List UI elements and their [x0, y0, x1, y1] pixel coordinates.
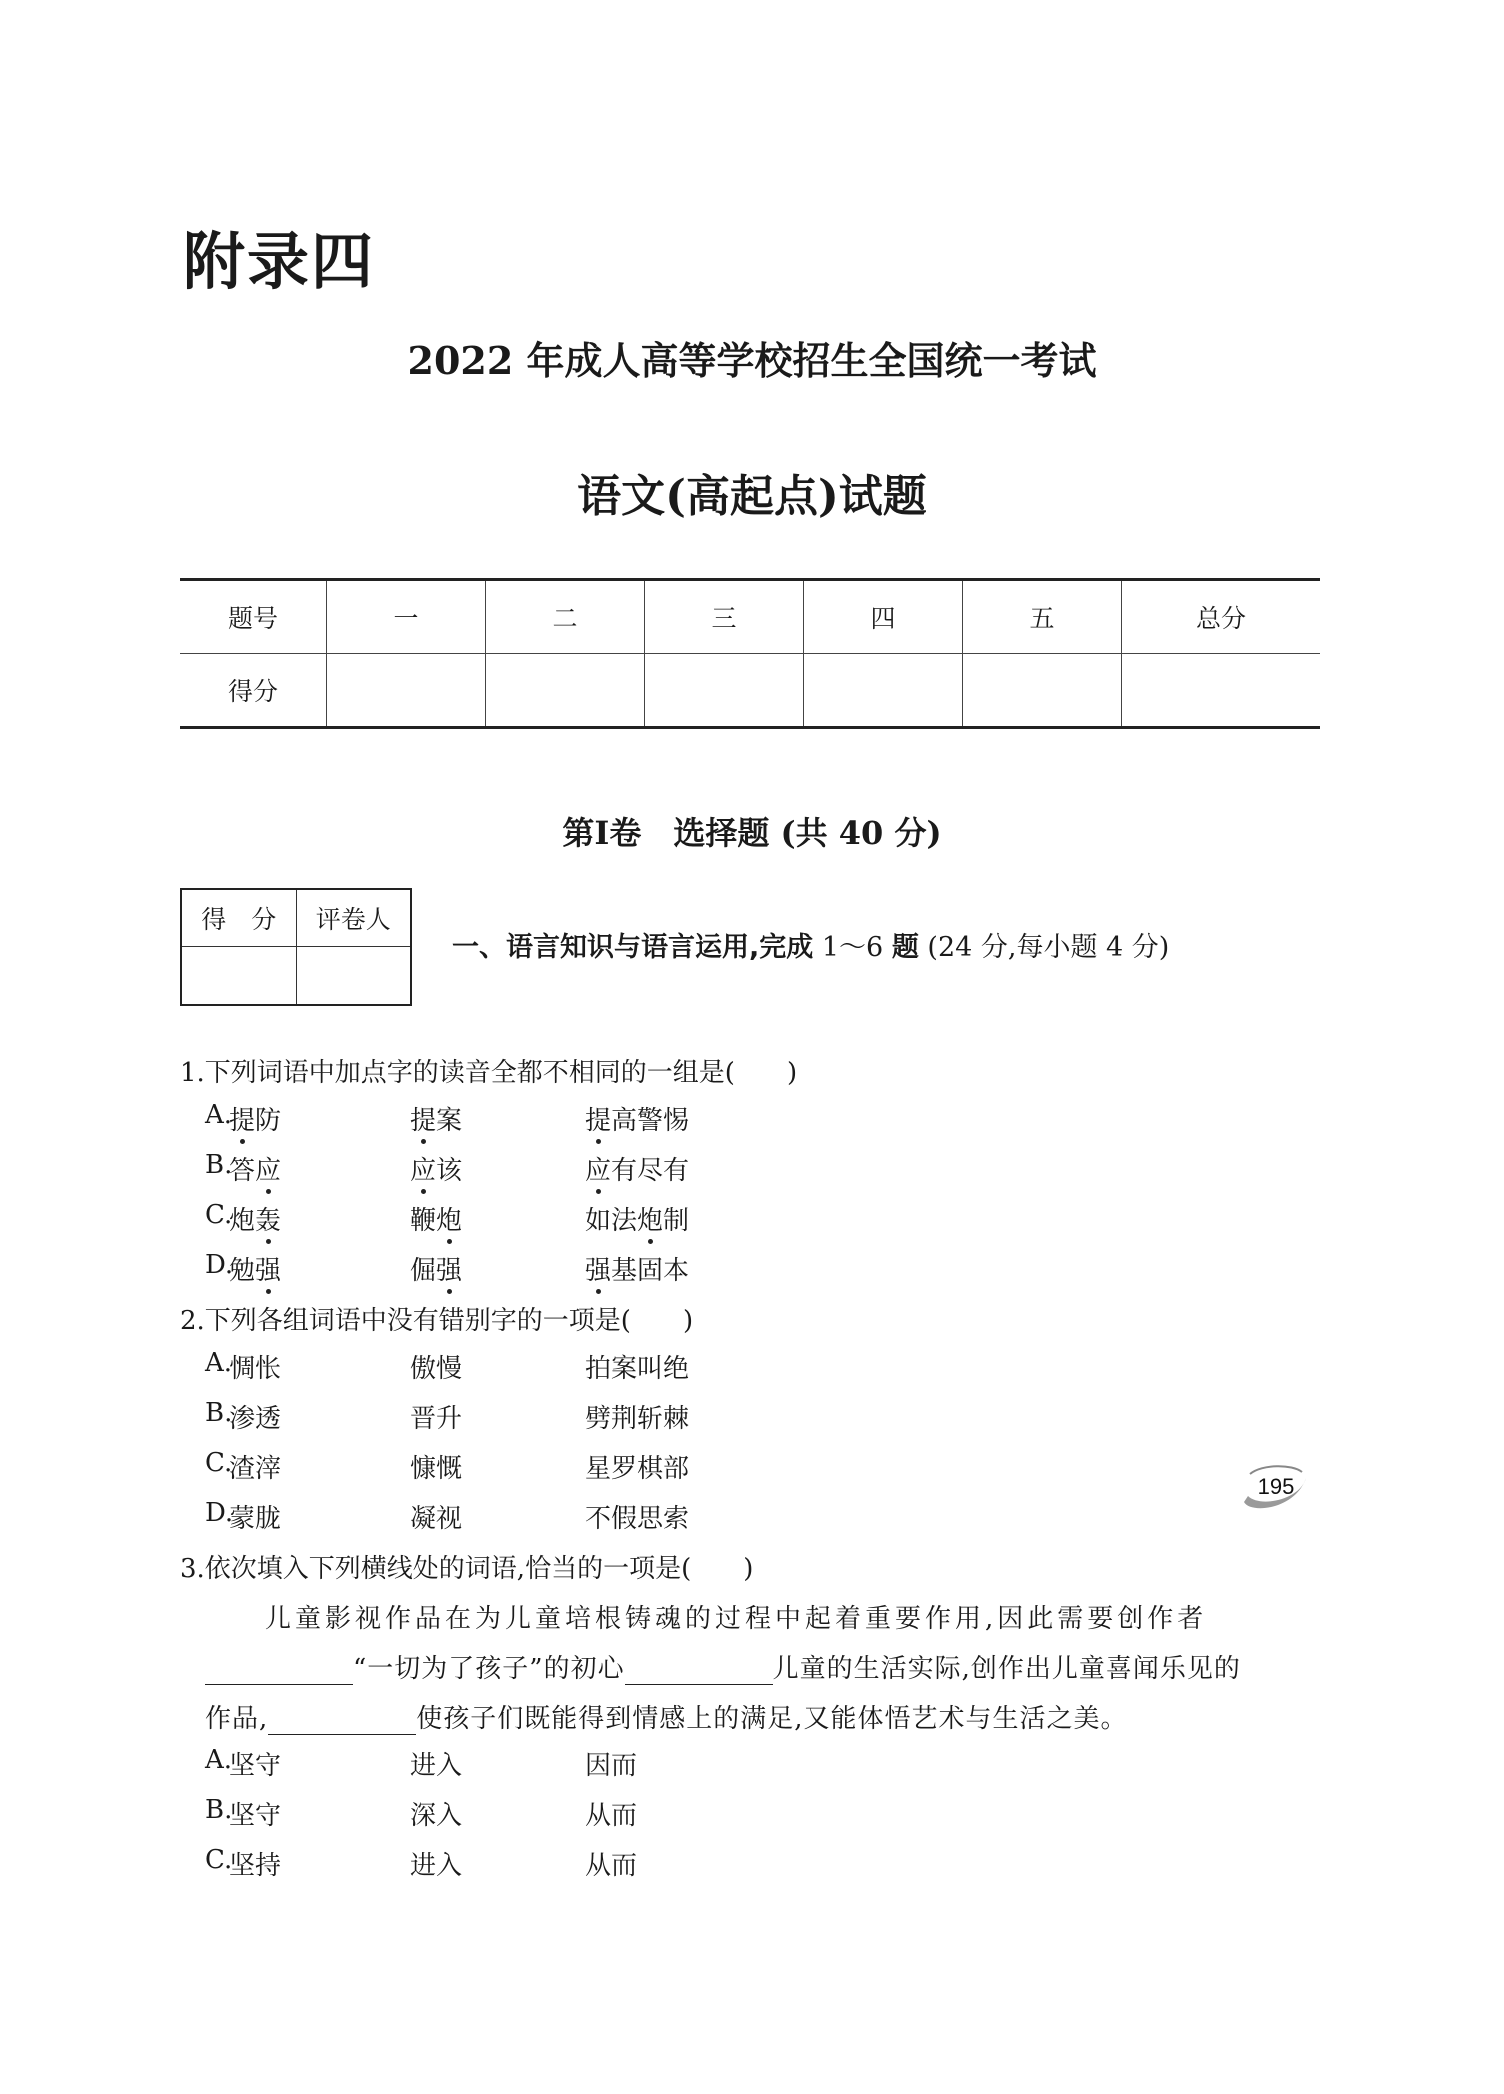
passage-text: 作品,	[205, 1704, 269, 1734]
option-word	[410, 1498, 462, 1535]
option-label: A.	[205, 1745, 233, 1775]
part-one-note: (24 分,每小题 4 分)	[927, 932, 1170, 963]
dotted-character: 应	[255, 1150, 281, 1187]
option-word	[229, 1100, 281, 1137]
option-word-text: 拍案叫绝	[585, 1354, 690, 1384]
option-label-group	[205, 1348, 232, 1378]
option-word-text: 渗透	[229, 1404, 282, 1434]
option-word-text: 有尽有	[611, 1156, 690, 1186]
grader-name-cell[interactable]	[296, 947, 411, 1006]
option-word	[585, 1398, 689, 1435]
page-number-badge	[1240, 1462, 1310, 1512]
option-word-text: 凝视	[410, 1504, 463, 1534]
score-cell[interactable]	[963, 654, 1122, 728]
option-word-text: 制	[663, 1206, 690, 1236]
option-word-text: 劈荆斩棘	[585, 1404, 690, 1434]
option-word	[585, 1795, 637, 1832]
score-cell[interactable]	[1122, 654, 1321, 728]
dotted-character: 提	[410, 1100, 436, 1137]
option-label: C.	[205, 1845, 233, 1875]
option-word-text: 答	[229, 1156, 256, 1186]
option-word	[585, 1448, 689, 1485]
option-word-text: 坚持	[229, 1851, 282, 1881]
option-word-text: 慷慨	[410, 1454, 463, 1484]
score-table-col: 二	[486, 580, 645, 654]
score-cell[interactable]	[645, 654, 804, 728]
option-word	[585, 1250, 689, 1287]
question-2-stem: 2.下列各组词语中没有错别字的一项是( )	[180, 1306, 694, 1336]
option-word-text: 高警惕	[611, 1106, 690, 1136]
option-label: D.	[205, 1498, 234, 1528]
dotted-character: 应	[585, 1150, 611, 1187]
option-word-text: 如法	[585, 1206, 638, 1236]
option-word	[229, 1150, 281, 1187]
dotted-character: 应	[410, 1150, 436, 1187]
grader-score-label: 得 分	[181, 889, 296, 947]
option-word	[410, 1250, 462, 1287]
option-label: C.	[205, 1200, 233, 1230]
option-label: C.	[205, 1448, 233, 1478]
option-word	[410, 1795, 462, 1832]
grader-score-cell[interactable]	[181, 947, 296, 1006]
option-word	[229, 1250, 281, 1287]
option-word	[585, 1745, 637, 1782]
dotted-character: 炮	[637, 1200, 663, 1237]
exam-title: 2022 年成人高等学校招生全国统一考试	[407, 338, 1097, 383]
option-word-text: 渣滓	[229, 1454, 282, 1484]
dotted-character: 提	[229, 1100, 255, 1137]
option-word	[229, 1398, 281, 1435]
option-word	[585, 1498, 689, 1535]
option-label: A.	[205, 1100, 233, 1130]
option-word	[410, 1448, 462, 1485]
option-word	[585, 1200, 689, 1237]
option-label: D.	[205, 1250, 234, 1280]
option-word-text: 鞭	[410, 1206, 437, 1236]
option-label: A.	[205, 1348, 233, 1378]
question-3-passage-line-1: 儿童影视作品在为儿童培根铸魂的过程中起着重要作用,因此需要创作者	[265, 1604, 1208, 1634]
option-label-group	[205, 1100, 232, 1130]
option-word	[410, 1845, 462, 1882]
option-word	[585, 1150, 689, 1187]
option-word-text: 进入	[410, 1851, 463, 1881]
option-word	[410, 1745, 462, 1782]
appendix-title: 附录四	[183, 225, 376, 298]
option-word	[229, 1498, 281, 1535]
option-word-text: 案	[436, 1106, 463, 1136]
fill-blank-1[interactable]	[205, 1658, 353, 1685]
question-3-passage-line-2	[205, 1648, 1241, 1685]
option-label: B.	[205, 1795, 233, 1825]
option-word-text: 蒙胧	[229, 1504, 282, 1534]
passage-text: 儿童的生活实际,创作出儿童喜闻乐见的	[772, 1654, 1241, 1684]
option-word	[585, 1100, 689, 1137]
part-one-heading	[452, 925, 1169, 964]
option-word	[410, 1150, 462, 1187]
option-word-text: 星罗棋部	[585, 1454, 690, 1484]
option-word-text: 深入	[410, 1801, 463, 1831]
option-word-text: 从而	[585, 1851, 638, 1881]
option-label-group	[205, 1745, 232, 1775]
part-one-range: 1～6	[821, 932, 884, 963]
option-word-text: 防	[255, 1106, 282, 1136]
option-word-text: 不假思索	[585, 1504, 690, 1534]
option-word	[410, 1398, 462, 1435]
passage-text: 使孩子们既能得到情感上的满足,又能体悟艺术与生活之美。	[416, 1704, 1128, 1734]
question-3-stem: 3.依次填入下列横线处的词语,恰当的一项是( )	[180, 1554, 754, 1584]
option-word	[410, 1100, 462, 1137]
part-one-tail: 题	[891, 932, 919, 963]
grader-box	[180, 888, 412, 1006]
page-swoosh-icon	[1240, 1462, 1310, 1512]
fill-blank-3[interactable]	[268, 1708, 416, 1735]
option-label: B.	[205, 1150, 233, 1180]
score-table-score-row	[180, 654, 1320, 728]
option-label: B.	[205, 1398, 233, 1428]
option-word-text: 惆怅	[229, 1354, 282, 1384]
question-1-stem: 1.下列词语中加点字的读音全都不相同的一组是( )	[180, 1058, 798, 1088]
dotted-character: 强	[255, 1250, 281, 1287]
question-3-passage-line-3	[205, 1698, 1128, 1735]
score-table-row-header: 题号	[227, 604, 278, 633]
section-title: 第Ⅰ卷 选择题 (共 40 分)	[562, 814, 942, 852]
passage-text: “一切为了孩子”的初心	[353, 1654, 625, 1684]
dotted-character: 提	[585, 1100, 611, 1137]
option-word	[229, 1200, 281, 1237]
option-word-text: 进入	[410, 1751, 463, 1781]
option-word-text: 晋升	[410, 1404, 463, 1434]
option-word-text: 勉	[229, 1256, 256, 1286]
option-word-text: 炮	[229, 1206, 256, 1236]
score-table-col: 一	[327, 580, 486, 654]
option-word	[585, 1348, 689, 1385]
paper-title: 语文(高起点)试题	[577, 471, 927, 522]
option-word	[229, 1745, 281, 1782]
score-table-col: 四	[804, 580, 963, 654]
option-word	[229, 1845, 281, 1882]
option-word	[229, 1795, 281, 1832]
grader-name-label: 评卷人	[296, 889, 411, 947]
option-word-text: 坚守	[229, 1801, 282, 1831]
option-word-text: 该	[436, 1156, 463, 1186]
dotted-character: 炮	[436, 1200, 462, 1237]
score-cell[interactable]	[804, 654, 963, 728]
score-table-header-row	[180, 580, 1320, 654]
score-table-col: 总分	[1122, 580, 1321, 654]
option-word-text: 坚守	[229, 1751, 282, 1781]
fill-blank-2[interactable]	[625, 1658, 773, 1685]
score-table	[180, 578, 1320, 729]
option-word-text: 倔	[410, 1256, 437, 1286]
dotted-character: 强	[585, 1250, 611, 1287]
score-table-col: 五	[963, 580, 1122, 654]
score-cell[interactable]	[327, 654, 486, 728]
score-table-score-label: 得分	[180, 654, 327, 728]
dotted-character: 轰	[255, 1200, 281, 1237]
dotted-character: 强	[436, 1250, 462, 1287]
score-cell[interactable]	[486, 654, 645, 728]
page-number: 195	[1257, 1474, 1295, 1499]
option-word	[229, 1348, 281, 1385]
option-word-text: 基固本	[611, 1256, 690, 1286]
option-word	[585, 1845, 637, 1882]
option-word-text: 因而	[585, 1751, 638, 1781]
part-one-title: 一、语言知识与语言运用,完成	[452, 932, 814, 963]
score-table-col: 三	[645, 580, 804, 654]
option-word	[410, 1348, 462, 1385]
option-word-text: 傲慢	[410, 1354, 463, 1384]
option-word	[229, 1448, 281, 1485]
option-word	[410, 1200, 462, 1237]
option-word-text: 从而	[585, 1801, 638, 1831]
